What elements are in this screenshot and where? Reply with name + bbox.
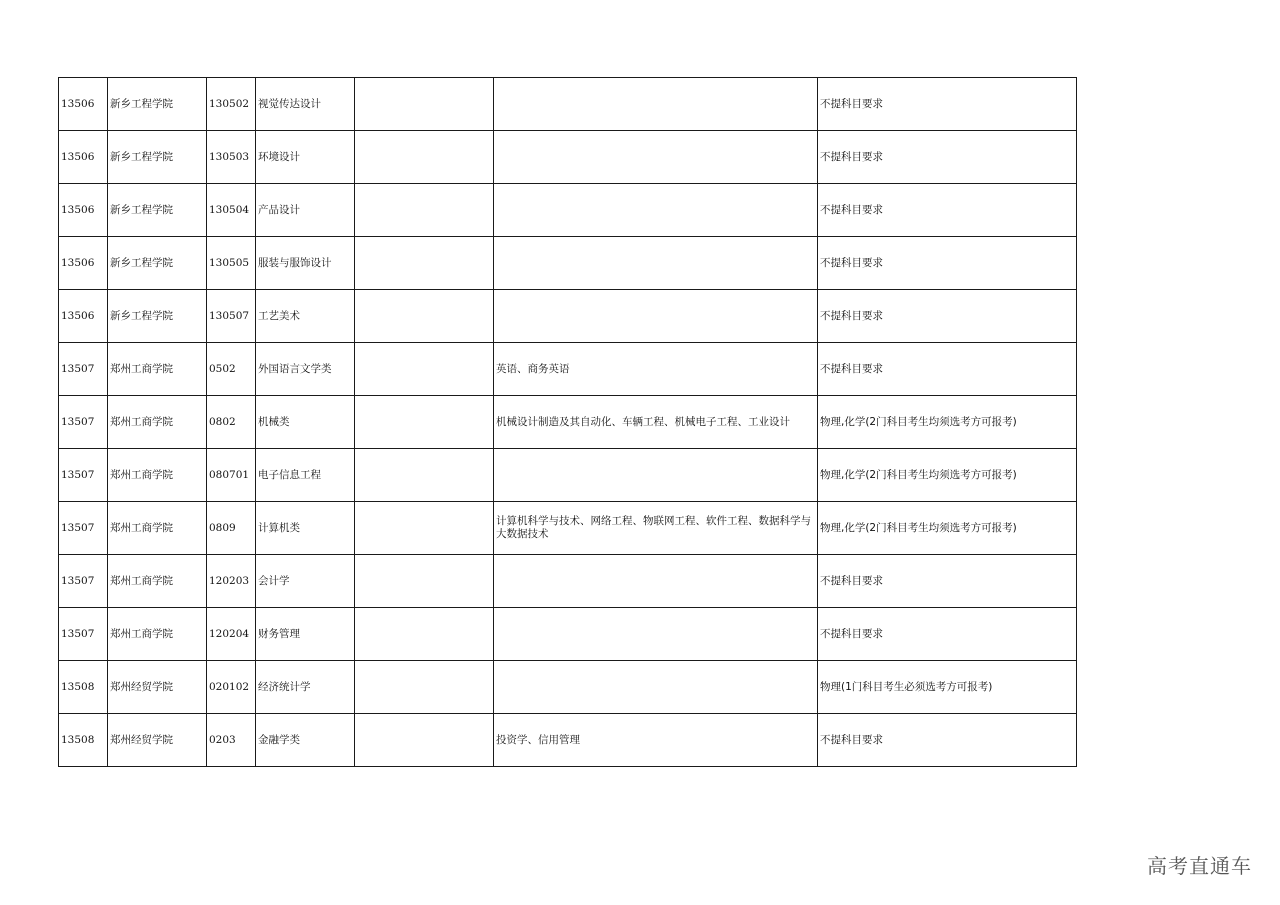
table-row bbox=[59, 714, 1077, 767]
major-code-cell: 0802 bbox=[207, 396, 256, 449]
included-majors-cell bbox=[494, 131, 818, 184]
school-name-cell: 郑州工商学院 bbox=[108, 396, 207, 449]
school-code-cell: 13506 bbox=[59, 237, 108, 290]
included-majors-cell bbox=[494, 661, 818, 714]
table-row bbox=[59, 396, 1077, 449]
school-code-cell: 13507 bbox=[59, 502, 108, 555]
subject-requirement-cell: 物理,化学(2门科目考生均须选考方可报考) bbox=[818, 449, 1077, 502]
school-name-cell: 郑州经贸学院 bbox=[108, 661, 207, 714]
major-name-cell: 环境设计 bbox=[256, 131, 355, 184]
major-code-cell: 130507 bbox=[207, 290, 256, 343]
table-row bbox=[59, 237, 1077, 290]
school-code-cell: 13506 bbox=[59, 184, 108, 237]
school-name-cell: 新乡工程学院 bbox=[108, 131, 207, 184]
blank-cell bbox=[355, 449, 494, 502]
major-name-cell: 财务管理 bbox=[256, 608, 355, 661]
school-name-cell: 郑州工商学院 bbox=[108, 343, 207, 396]
major-name-cell: 产品设计 bbox=[256, 184, 355, 237]
table-row bbox=[59, 131, 1077, 184]
subject-requirement-cell: 物理,化学(2门科目考生均须选考方可报考) bbox=[818, 502, 1077, 555]
school-code-cell: 13506 bbox=[59, 290, 108, 343]
school-code-cell: 13507 bbox=[59, 396, 108, 449]
major-name-cell: 金融学类 bbox=[256, 714, 355, 767]
school-name-cell: 新乡工程学院 bbox=[108, 290, 207, 343]
blank-cell bbox=[355, 714, 494, 767]
table-row bbox=[59, 555, 1077, 608]
school-name-cell: 郑州工商学院 bbox=[108, 449, 207, 502]
table-row bbox=[59, 343, 1077, 396]
blank-cell bbox=[355, 131, 494, 184]
blank-cell bbox=[355, 502, 494, 555]
included-majors-cell bbox=[494, 555, 818, 608]
school-name-cell: 郑州工商学院 bbox=[108, 502, 207, 555]
subject-requirement-cell: 物理(1门科目考生必须选考方可报考) bbox=[818, 661, 1077, 714]
included-majors-cell bbox=[494, 608, 818, 661]
school-code-cell: 13507 bbox=[59, 449, 108, 502]
table-body bbox=[59, 78, 1077, 767]
blank-cell bbox=[355, 661, 494, 714]
major-name-cell: 经济统计学 bbox=[256, 661, 355, 714]
admission-requirements-table bbox=[58, 77, 1077, 767]
subject-requirement-cell: 物理,化学(2门科目考生均须选考方可报考) bbox=[818, 396, 1077, 449]
included-majors-cell: 计算机科学与技术、网络工程、物联网工程、软件工程、数据科学与大数据技术 bbox=[494, 502, 818, 555]
blank-cell bbox=[355, 608, 494, 661]
table-row bbox=[59, 608, 1077, 661]
school-name-cell: 新乡工程学院 bbox=[108, 78, 207, 131]
included-majors-cell bbox=[494, 290, 818, 343]
blank-cell bbox=[355, 555, 494, 608]
subject-requirement-cell: 不提科目要求 bbox=[818, 78, 1077, 131]
major-name-cell: 机械类 bbox=[256, 396, 355, 449]
school-name-cell: 郑州经贸学院 bbox=[108, 714, 207, 767]
table-row bbox=[59, 290, 1077, 343]
major-name-cell: 服装与服饰设计 bbox=[256, 237, 355, 290]
school-code-cell: 13506 bbox=[59, 78, 108, 131]
subject-requirement-cell: 不提科目要求 bbox=[818, 343, 1077, 396]
table-row bbox=[59, 502, 1077, 555]
table-row bbox=[59, 661, 1077, 714]
major-name-cell: 计算机类 bbox=[256, 502, 355, 555]
major-code-cell: 130504 bbox=[207, 184, 256, 237]
table-row bbox=[59, 78, 1077, 131]
school-name-cell: 郑州工商学院 bbox=[108, 608, 207, 661]
included-majors-cell bbox=[494, 78, 818, 131]
school-code-cell: 13508 bbox=[59, 714, 108, 767]
major-code-cell: 130505 bbox=[207, 237, 256, 290]
included-majors-cell bbox=[494, 237, 818, 290]
table-row bbox=[59, 184, 1077, 237]
subject-requirement-cell: 不提科目要求 bbox=[818, 290, 1077, 343]
major-name-cell: 视觉传达设计 bbox=[256, 78, 355, 131]
major-code-cell: 0809 bbox=[207, 502, 256, 555]
school-code-cell: 13507 bbox=[59, 555, 108, 608]
included-majors-cell: 机械设计制造及其自动化、车辆工程、机械电子工程、工业设计 bbox=[494, 396, 818, 449]
major-code-cell: 130503 bbox=[207, 131, 256, 184]
school-name-cell: 新乡工程学院 bbox=[108, 184, 207, 237]
major-name-cell: 会计学 bbox=[256, 555, 355, 608]
included-majors-cell bbox=[494, 184, 818, 237]
school-code-cell: 13506 bbox=[59, 131, 108, 184]
blank-cell bbox=[355, 78, 494, 131]
subject-requirement-cell: 不提科目要求 bbox=[818, 608, 1077, 661]
blank-cell bbox=[355, 290, 494, 343]
included-majors-cell: 投资学、信用管理 bbox=[494, 714, 818, 767]
school-name-cell: 新乡工程学院 bbox=[108, 237, 207, 290]
subject-requirement-cell: 不提科目要求 bbox=[818, 237, 1077, 290]
blank-cell bbox=[355, 237, 494, 290]
major-name-cell: 工艺美术 bbox=[256, 290, 355, 343]
major-name-cell: 电子信息工程 bbox=[256, 449, 355, 502]
major-code-cell: 120203 bbox=[207, 555, 256, 608]
blank-cell bbox=[355, 184, 494, 237]
blank-cell bbox=[355, 343, 494, 396]
school-code-cell: 13507 bbox=[59, 343, 108, 396]
major-code-cell: 0502 bbox=[207, 343, 256, 396]
major-code-cell: 0203 bbox=[207, 714, 256, 767]
subject-requirement-cell: 不提科目要求 bbox=[818, 131, 1077, 184]
school-code-cell: 13508 bbox=[59, 661, 108, 714]
school-name-cell: 郑州工商学院 bbox=[108, 555, 207, 608]
major-code-cell: 130502 bbox=[207, 78, 256, 131]
table-row bbox=[59, 449, 1077, 502]
major-code-cell: 080701 bbox=[207, 449, 256, 502]
blank-cell bbox=[355, 396, 494, 449]
major-name-cell: 外国语言文学类 bbox=[256, 343, 355, 396]
major-code-cell: 120204 bbox=[207, 608, 256, 661]
subject-requirement-cell: 不提科目要求 bbox=[818, 555, 1077, 608]
subject-requirement-cell: 不提科目要求 bbox=[818, 714, 1077, 767]
included-majors-cell bbox=[494, 449, 818, 502]
subject-requirement-cell: 不提科目要求 bbox=[818, 184, 1077, 237]
school-code-cell: 13507 bbox=[59, 608, 108, 661]
watermark-text: 高考直通车 bbox=[1147, 854, 1252, 878]
major-code-cell: 020102 bbox=[207, 661, 256, 714]
included-majors-cell: 英语、商务英语 bbox=[494, 343, 818, 396]
